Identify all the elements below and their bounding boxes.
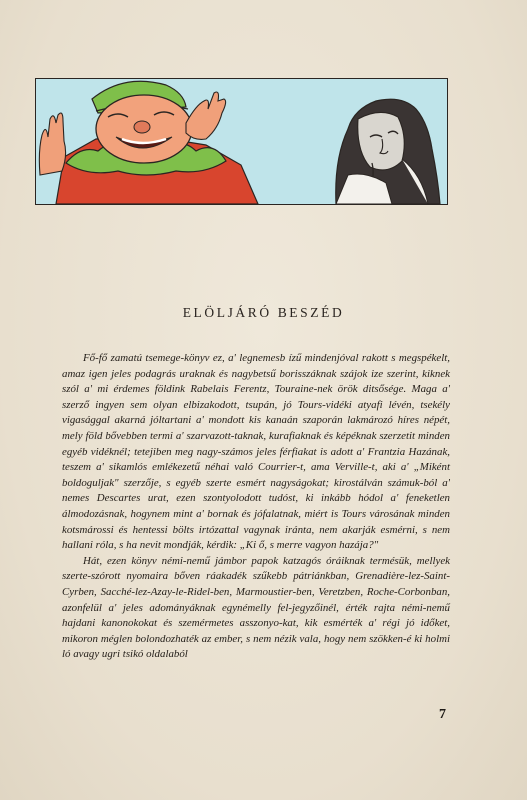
chapter-title: ELÖLJÁRÓ BESZÉD [182, 305, 345, 320]
page-number: 7 [439, 707, 446, 722]
header-illustration [35, 78, 448, 205]
scholar-figure [336, 99, 440, 204]
paragraph: Hát, ezen könyv némi-nemű jámbor papok katzagós óráiknak termésük, mellyek szerte-szórott nyomaira bőven ráakadék szűkebb pátriánkban, Grenadière-lez-Saint-Cyrben, Sacché-lez-Azay-le-Ridel-ben, Marmoustier-ben, Veretzben, Roche-Corbonban, azonfelül a' jeles adományáknak egynémelly fel-jegyzőinél, érték rajta némi-nemű hajdani kanonokokat és szemérmetes asszonyo-kat, kik esmérték a' régi jó időket, mikoron méglen bolondozhaték az ember, s nem nézik vala, hogy nem szökken-é ki holmi ló avagy ugri tsikó oldalaból [62, 554, 450, 661]
jester-figure [39, 81, 258, 204]
paragraph: Fő-fő zamatú tsemege-könyv ez, a' legnemesb ízű mindenjóval rakott s megspékelt, amaz igen jeles podagrás uraknak és nagybetsű borisszáknak szájok ize szerint, kiknek szól a' mi érdemes földink Rabelais Ferentz, Touraine-nek örök ditsősége. Maga a' szerző ingyen sem olyan elbizakodott, tsupán, jó Tours-vidéki atyafi lévén, tsekély vigasággal akarná jóltartani a' mondott kis kanaán szaporán lakmározó híres népét, mely föld bővebben termi a' szarvazott-taknak, kurafiaknak és képéknak szerzetit minden egyéb vidéknél; tetejiben meg nagy-számos jeles férfiakat is adott a' Frantzia Hazának, teszem a' sikamlós emlékezetű néhai való Courrier-t, ama Verville-t, aki a' „Miként boldoguljak" szerzője, s egyéb szerte esmért nagyságokat; kirostálván számuk-ból a' nemes Descartes urat, ezen szontyolodott tudóst, ki inkább hódol a' feneketlen álmodozásnak, hogynem mint a' bornak és jófalatnak, miért is Tours városának minden kotsmárossi és hentessi bölts irtózattal vagynak iránta, nem akarják esmérni, s nem hallani róla, s ha nevit mondják, kérdik: „Ki ő, s merre vagyon hazája?" [62, 352, 450, 552]
caricature-figures-image [36, 79, 447, 204]
body-text [62, 351, 450, 663]
